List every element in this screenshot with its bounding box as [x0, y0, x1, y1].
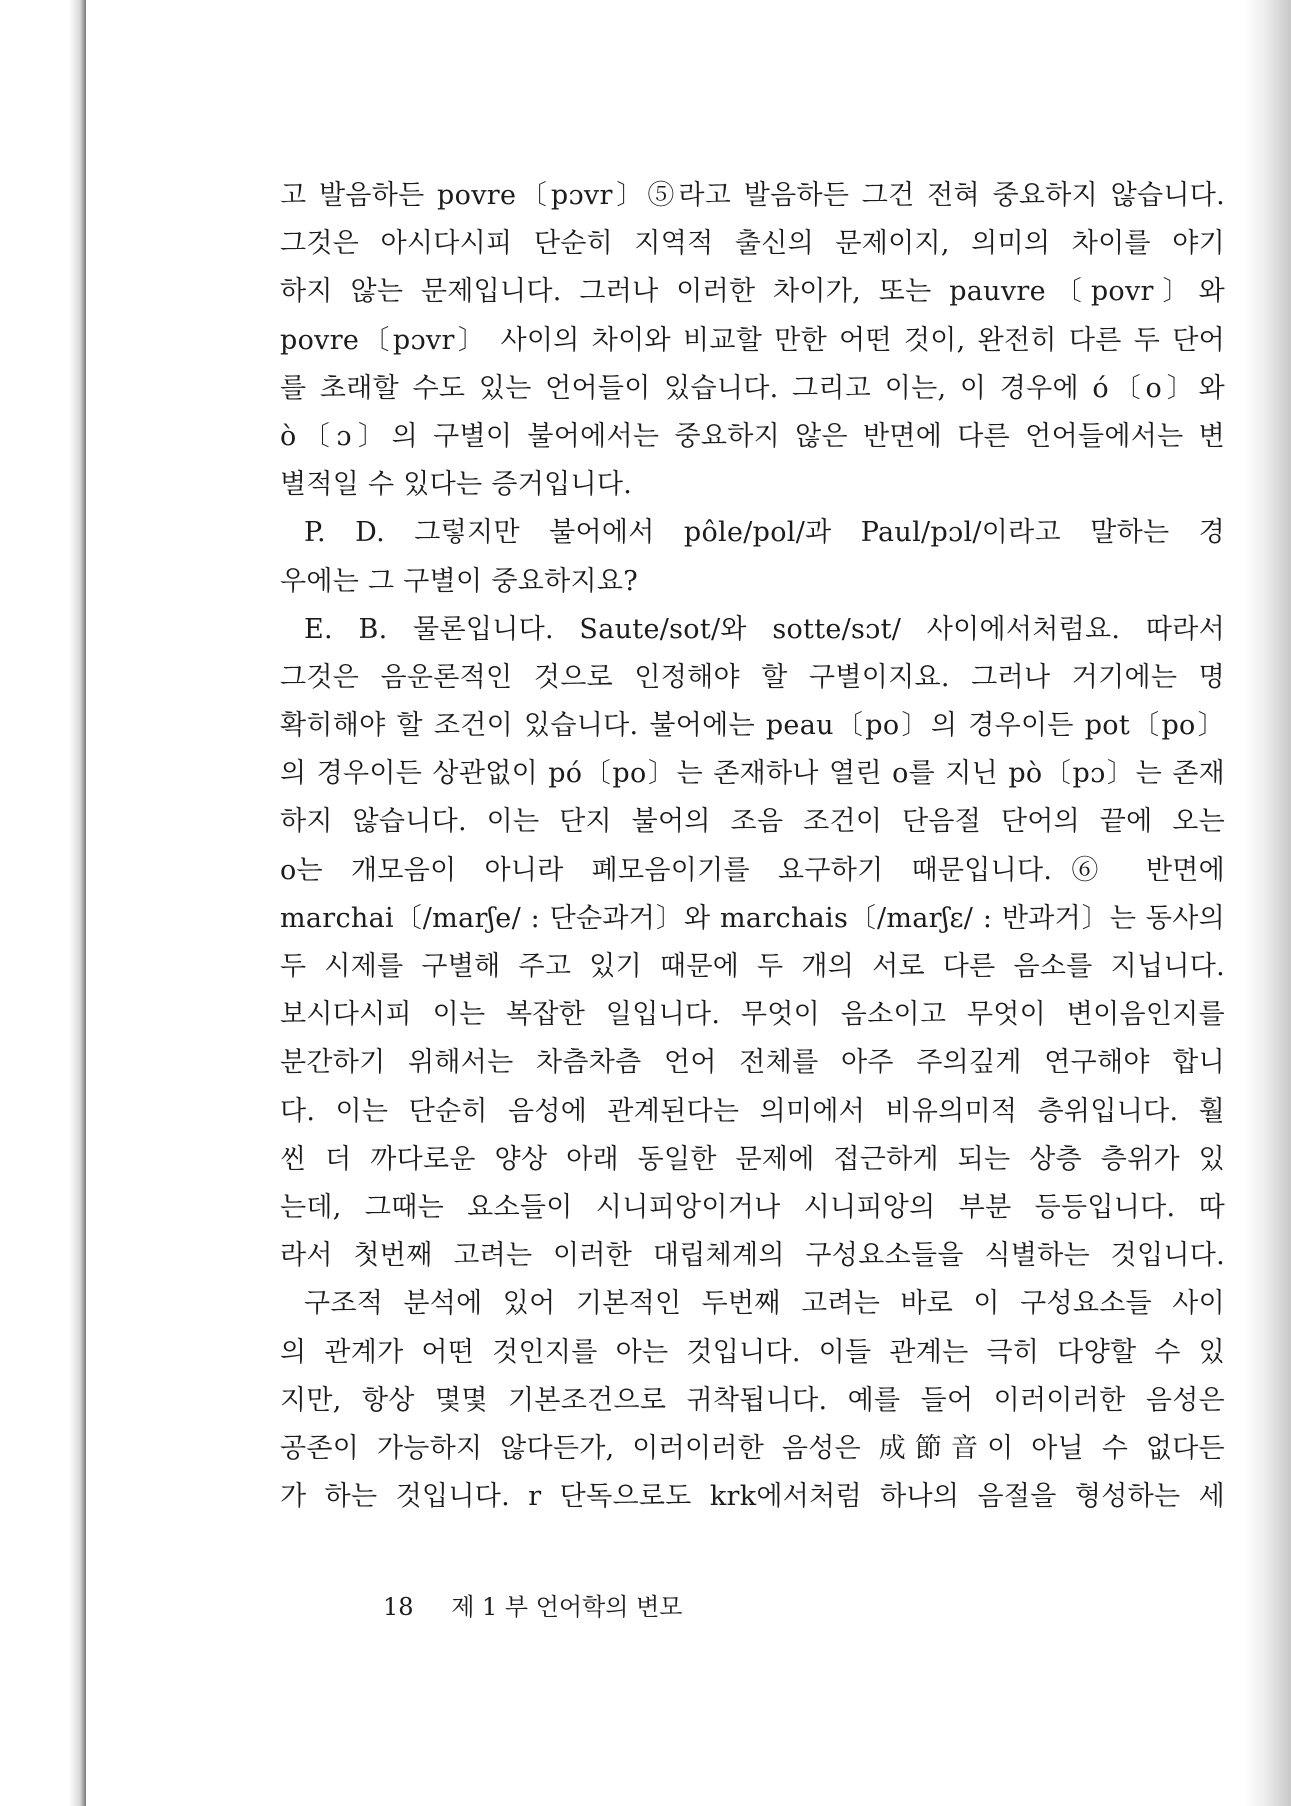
- text-line: ò〔ɔ〕의 구별이 불어에서는 중요하지 않은 반면에 다른 언어들에서는 변: [280, 420, 1225, 452]
- book-gutter: [0, 0, 86, 1806]
- text-line: 라서 첫번째 고려는 이러한 대립체계의 구성요소들을 식별하는 것입니다.: [280, 1240, 1225, 1272]
- text-line: 다. 이는 단순히 음성에 관계된다는 의미에서 비유의미적 층위입니다. 훨: [280, 1095, 1225, 1127]
- text-line: 우에는 그 구별이 중요하지요?: [280, 565, 639, 597]
- text-line: 의 경우이든 상관없이 pó〔po〕는 존재하나 열린 o를 지닌 pò〔pɔ〕는 존재: [280, 758, 1225, 790]
- text-line: povre〔pɔvr〕 사이의 차이와 비교할 만한 어떤 것이, 완전히 다른 두 단어: [280, 324, 1225, 356]
- text-line: 가 하는 것입니다. r 단독으로도 krk에서처럼 하나의 음절을 형성하는 세: [280, 1481, 1225, 1513]
- text-line: E. B. 물론입니다. Saute/sot/와 sotte/sɔt/ 사이에서처럼요. 따라서: [304, 613, 1225, 645]
- text-line: 하지 않는 문제입니다. 그러나 이러한 차이가, 또는 pauvre〔povr〕와: [280, 276, 1225, 308]
- text-line: 하지 않습니다. 이는 단지 불어의 조음 조건이 단음절 단어의 끝에 오는: [280, 806, 1225, 838]
- text-line: 별적일 수 있다는 증거입니다.: [280, 469, 633, 501]
- text-line: 확히해야 할 조건이 있습니다. 불어에는 peau〔po〕의 경우이든 pot〔po〕: [280, 710, 1225, 742]
- page-footer: [383, 1587, 682, 1622]
- body-text: [280, 172, 1225, 1521]
- text-line: 고 발음하든 povre〔pɔvr〕⑤라고 발음하든 그건 전혀 중요하지 않습니다.: [280, 180, 1225, 211]
- book-page: [86, 0, 1245, 1806]
- text-line: 분간하기 위해서는 차츰차츰 언어 전체를 아주 주의깊게 연구해야 합니: [280, 1047, 1225, 1079]
- text-line: 는데, 그때는 요소들이 시니피앙이거나 시니피앙의 부분 등등입니다. 따: [280, 1191, 1225, 1223]
- text-line: 그것은 음운론적인 것으로 인정해야 할 구별이지요. 그러나 거기에는 명: [280, 661, 1225, 693]
- page-edge-shadow: [1245, 0, 1291, 1806]
- text-line: 지만, 항상 몇몇 기본조건으로 귀착됩니다. 예를 들어 이러이러한 음성은: [280, 1384, 1225, 1416]
- text-line: 의 관계가 어떤 것인지를 아는 것입니다. 이들 관계는 극히 다양할 수 있: [280, 1336, 1225, 1368]
- text-line: P. D. 그렇지만 불어에서 pôle/pol/과 Paul/pɔl/이라고 말하는 경: [304, 517, 1225, 549]
- text-line: 를 초래할 수도 있는 언어들이 있습니다. 그리고 이는, 이 경우에 ó〔o〕와: [280, 372, 1225, 404]
- text-line: marchai〔/marʃe/ : 단순과거〕와 marchais〔/marʃɛ/ : 반과거〕는 동사의: [280, 902, 1225, 934]
- text-line: o는 개모음이 아니라 폐모음이기를 요구하기 때문입니다.⑥ 반면에: [280, 854, 1225, 886]
- text-line: 씬 더 까다로운 양상 아래 동일한 문제에 접근하게 되는 상층 층위가 있: [280, 1143, 1225, 1175]
- running-title: 제 1 부 언어학의 변모: [451, 1593, 683, 1621]
- text-line: 그것은 아시다시피 단순히 지역적 출신의 문제이지, 의미의 차이를 야기: [280, 228, 1225, 260]
- text-line: 공존이 가능하지 않다든가, 이러이러한 음성은 成節音이 아닐 수 없다든: [280, 1432, 1225, 1464]
- text-line: 보시다시피 이는 복잡한 일입니다. 무엇이 음소이고 무엇이 변이음인지를: [280, 999, 1225, 1031]
- page-number: 18: [383, 1593, 414, 1621]
- text-line: 두 시제를 구별해 주고 있기 때문에 두 개의 서로 다른 음소를 지닙니다.: [280, 951, 1225, 982]
- text-line: 구조적 분석에 있어 기본적인 두번째 고려는 바로 이 구성요소들 사이: [304, 1288, 1225, 1320]
